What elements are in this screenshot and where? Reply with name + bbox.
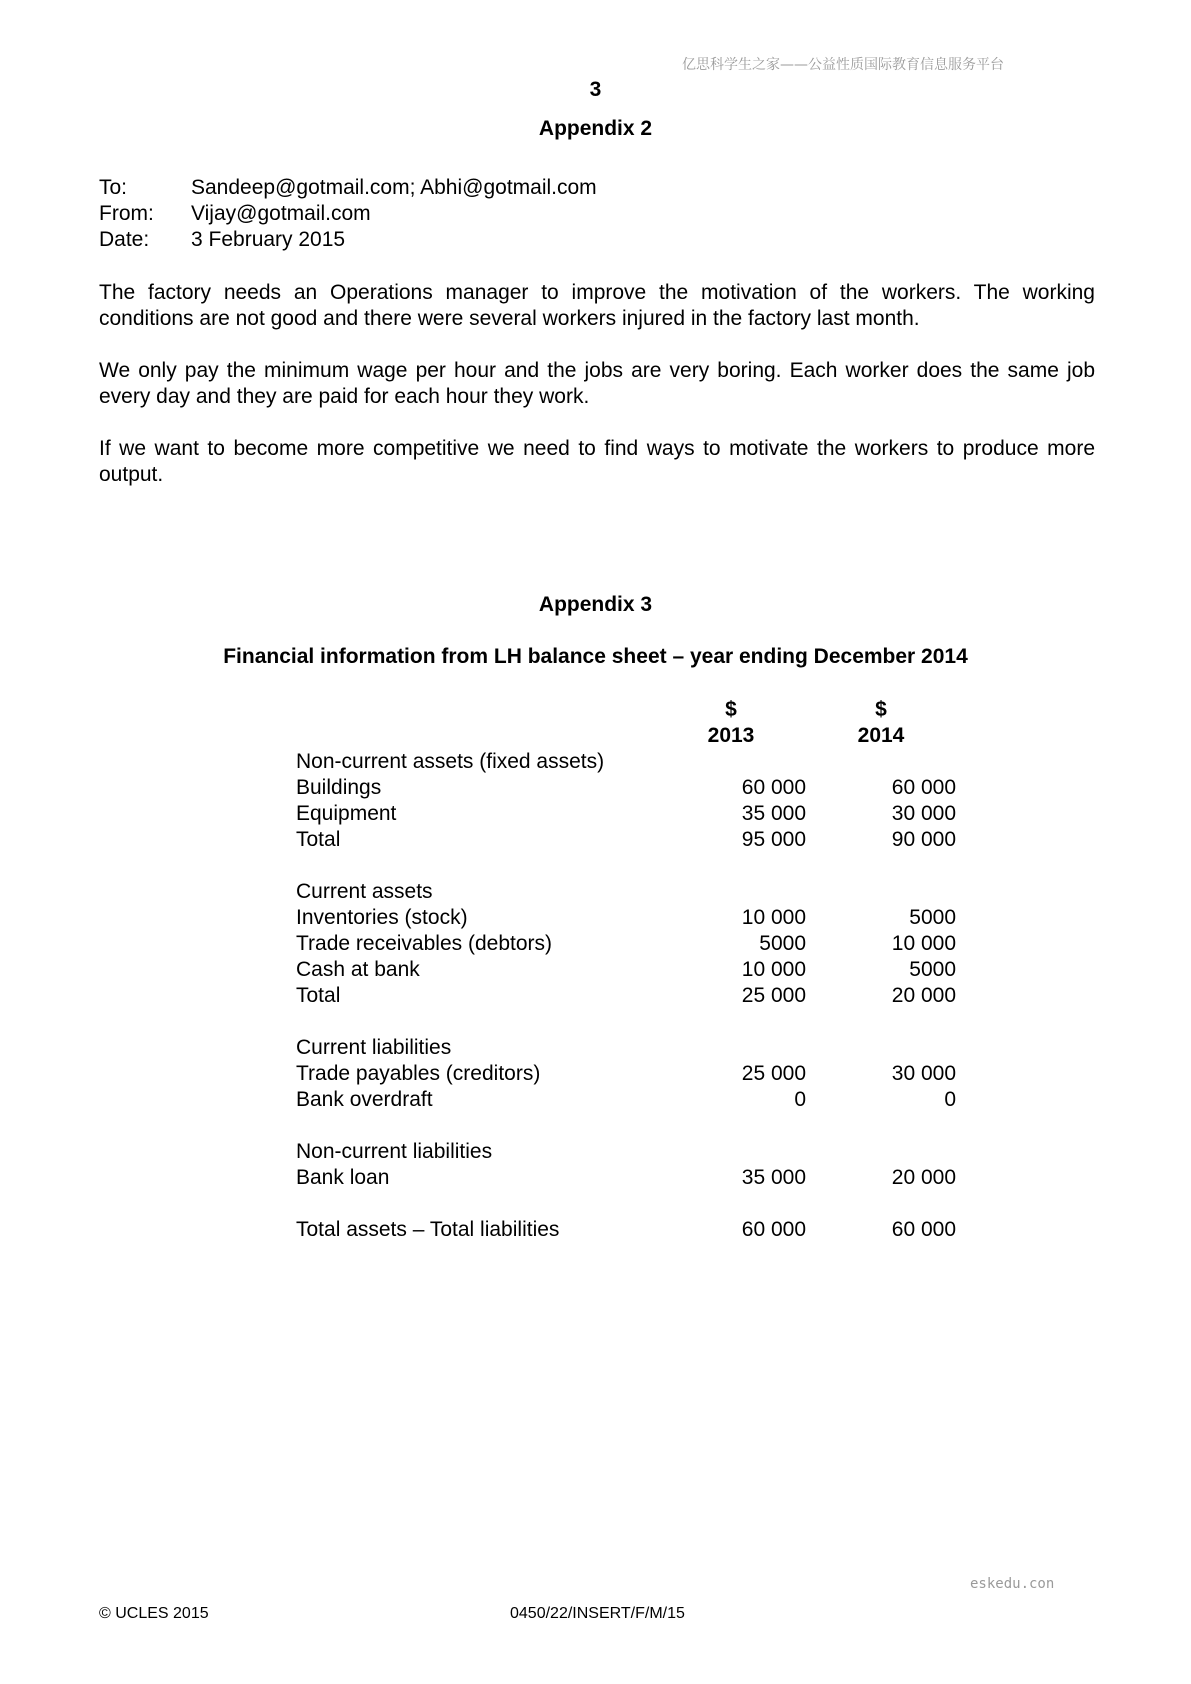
year-2014: 2014 bbox=[857, 724, 905, 747]
currency-row bbox=[296, 697, 956, 723]
value-2013: 5000 bbox=[759, 932, 806, 955]
balance-sheet-table bbox=[296, 697, 956, 1243]
appendix-2-heading: Appendix 2 bbox=[538, 117, 653, 140]
table-row bbox=[296, 983, 956, 1009]
value-2014: 30 000 bbox=[891, 802, 956, 825]
value-2014: 60 000 bbox=[891, 1218, 956, 1241]
row-label: Inventories (stock) bbox=[296, 906, 468, 929]
table-row bbox=[296, 1087, 956, 1113]
value-2013: 25 000 bbox=[741, 984, 806, 1007]
table-row bbox=[296, 827, 956, 853]
watermark-top: 亿思科学生之家——公益性质国际教育信息服务平台 bbox=[682, 57, 1004, 73]
value-2014: 60 000 bbox=[891, 776, 956, 799]
row-label: Equipment bbox=[296, 802, 397, 825]
table-row bbox=[296, 931, 956, 957]
email-date-value: 3 February 2015 bbox=[191, 228, 346, 251]
email-header bbox=[99, 175, 597, 253]
email-paragraph-2: We only pay the minimum wage per hour and the jobs are very boring. Each worker does the same job every day and they are paid for each hour they work. bbox=[99, 359, 1095, 408]
row-label: Buildings bbox=[296, 776, 382, 799]
email-from-value: Vijay@gotmail.com bbox=[191, 202, 371, 225]
section-title: Current assets bbox=[296, 880, 433, 903]
section-title: Non-current liabilities bbox=[296, 1140, 493, 1163]
section-title-row bbox=[296, 879, 956, 905]
appendix-3-subheading: Financial information from LH balance sheet – year ending December 2014 bbox=[223, 645, 968, 668]
year-row bbox=[296, 723, 956, 749]
value-2014: 20 000 bbox=[891, 1166, 956, 1189]
value-2014: 5000 bbox=[909, 958, 956, 981]
row-label: Total bbox=[296, 828, 341, 851]
watermark-bottom: eskedu.con bbox=[970, 1576, 1055, 1592]
year-2013: 2013 bbox=[707, 724, 755, 747]
row-label: Total bbox=[296, 984, 341, 1007]
section-title: Non-current assets (fixed assets) bbox=[296, 750, 605, 773]
email-from-label: From: bbox=[99, 202, 154, 225]
email-date-row bbox=[99, 227, 597, 253]
row-label: Trade receivables (debtors) bbox=[296, 932, 552, 955]
table-row bbox=[296, 1217, 956, 1243]
row-label: Trade payables (creditors) bbox=[296, 1062, 541, 1085]
currency-2014: $ bbox=[875, 698, 887, 721]
value-2014: 0 bbox=[944, 1088, 956, 1111]
table-row bbox=[296, 801, 956, 827]
email-to-label: To: bbox=[99, 176, 128, 199]
email-paragraph-1: The factory needs an Operations manager to improve the motivation of the workers. The working conditions are not good and there were several workers injured in the factory last month. bbox=[99, 281, 1095, 330]
row-label: Total assets – Total liabilities bbox=[296, 1218, 560, 1241]
value-2014: 20 000 bbox=[891, 984, 956, 1007]
row-label: Bank overdraft bbox=[296, 1088, 433, 1111]
value-2013: 0 bbox=[794, 1088, 806, 1111]
footer-code: 0450/22/INSERT/F/M/15 bbox=[510, 1605, 685, 1622]
appendix-3-heading: Appendix 3 bbox=[538, 593, 653, 616]
spacer-row bbox=[296, 1113, 956, 1139]
row-label: Cash at bank bbox=[296, 958, 420, 981]
value-2013: 35 000 bbox=[741, 1166, 806, 1189]
value-2013: 60 000 bbox=[741, 776, 806, 799]
value-2013: 10 000 bbox=[741, 958, 806, 981]
currency-2013: $ bbox=[725, 698, 737, 721]
value-2014: 90 000 bbox=[891, 828, 956, 851]
value-2013: 10 000 bbox=[741, 906, 806, 929]
value-2013: 35 000 bbox=[741, 802, 806, 825]
spacer-row bbox=[296, 1191, 956, 1217]
value-2014: 10 000 bbox=[891, 932, 956, 955]
table-row bbox=[296, 1061, 956, 1087]
footer-copyright: © UCLES 2015 bbox=[99, 1605, 209, 1622]
section-title-row bbox=[296, 1139, 956, 1165]
email-paragraph-3: If we want to become more competitive we need to find ways to motivate the workers to produce more output. bbox=[99, 437, 1095, 486]
section-title-row bbox=[296, 1035, 956, 1061]
table-row bbox=[296, 957, 956, 983]
email-from-row bbox=[99, 201, 597, 227]
spacer-row bbox=[296, 1009, 956, 1035]
table-row bbox=[296, 775, 956, 801]
table-row bbox=[296, 1165, 956, 1191]
table-row bbox=[296, 905, 956, 931]
value-2013: 25 000 bbox=[741, 1062, 806, 1085]
email-to-value: Sandeep@gotmail.com; Abhi@gotmail.com bbox=[191, 176, 597, 199]
section-title: Current liabilities bbox=[296, 1036, 452, 1059]
email-to-row bbox=[99, 175, 597, 201]
spacer-row bbox=[296, 853, 956, 879]
value-2013: 95 000 bbox=[741, 828, 806, 851]
email-date-label: Date: bbox=[99, 228, 150, 251]
row-label: Bank loan bbox=[296, 1166, 390, 1189]
section-title-row bbox=[296, 749, 956, 775]
value-2013: 60 000 bbox=[741, 1218, 806, 1241]
value-2014: 5000 bbox=[909, 906, 956, 929]
page-number: 3 bbox=[589, 78, 602, 101]
value-2014: 30 000 bbox=[891, 1062, 956, 1085]
